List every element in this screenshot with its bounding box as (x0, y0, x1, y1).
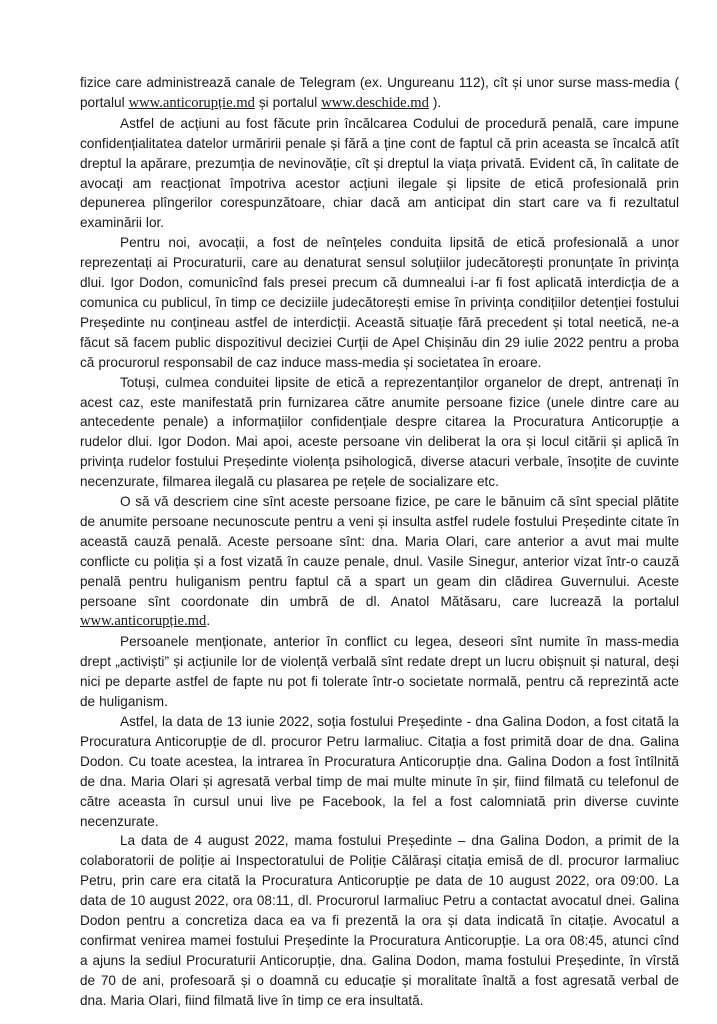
paragraph-3: Pentru noi, avocații, a fost de neînțeles conduita lipsită de etică profesională a unor reprezentați ai Procuraturii, care au denaturat sensul soluțiilor judecătorești pronunțate în privința dlui. Igor Dodon, comunicînd fals presei precum că dumnealui i-ar fi fost aplicată interdicția de a comunica cu publicul, în timp ce deciziile judecătorești emise în privința condițiilor detenției fostului Președinte nu conțineau astfel de interdicții. Această situație fără precedent și total neetică, ne-a făcut să facem public dispozitivul deciziei Curții de Apel Chișinău din 29 iulie 2022 pentru a proba că procurorul responsabil de caz induce mass-media și societatea în eroare. (80, 235, 679, 370)
paragraph-8: La data de 4 august 2022, mama fostului Președinte – dna Galina Dodon, a primit de la colaboratorii de poliție ai Inspectoratului de Poliție Călărași citația emisă de dl. procuror Iarmaliuc Petru, prin care era citată la Procuratura Anticorupție pe data de 10 august 2022, ora 09:00. La data de 10 august 2022, ora 08:11, dl. Procurorul Iarmaliuc Petru a contactat avocatul dnei. Galina Dodon pentru a concretiza daca ea va fi prezentă la ora și data indicată în citație. Avocatul a confirmat venirea mamei fostului Președinte la Procuratura Anticorupție. La ora 08:45, atunci cînd a ajuns la sediul Procuraturii Anticorupție, dna. Galina Dodon, mama fostului Președinte, în vîrstă de 70 de ani, profesoară și o doamnă cu educație și moralitate înaltă a fost agresată verbal de dna. Maria Olari, fiind filmată live în timp ce era insultată. (80, 833, 679, 1008)
paragraph-1 (80, 73, 679, 114)
paragraph-6: Persoanele menționate, anterior în conflict cu legea, deseori sînt numite în mass-media drept „activiști” și acțiunile lor de violență verbală sînt redate drept un lucru obișnuit și natural, deși nici pe departe astfel de fapte nu pot fi tolerate într-o societate normală, pentru că reprezintă acte de huliganism. (80, 634, 679, 710)
anticoruptie-link-2[interactable]: www.anticorupție.md (80, 613, 207, 630)
paragraph-5-text-a: O să vă descriem cine sînt aceste persoane fizice, pe care le bănuim că sînt special plătite de anumite persoane necunoscute pentru a veni și insulta astfel rudele fostului Președinte citate în această cauză penală. Aceste persoane sînt: dna. Maria Olari, care anterior a avut mai multe conflicte cu poliția și a fost vizată în cauze penale, dnul. Vasile Sinegur, anterior vizat într-o cauză penală pentru huliganism pentru faptul că a spart un geam din clădirea Guvernului. Aceste persoane sînt coordonate din umbră de dl. Anatol Mătăsaru, care lucrează la portalul (80, 494, 679, 609)
paragraph-5-text-b: . (206, 613, 211, 629)
paragraph-1-text-c: ). (428, 94, 442, 110)
paragraph-5 (80, 492, 679, 632)
anticoruptie-link[interactable]: www.anticorupție.md (128, 94, 255, 111)
paragraph-1-text-a: fizice care administrează canale de Telegram (ex. Ungureanu 112), cît și unor surse mass-media ( portalul (80, 75, 679, 110)
deschide-link[interactable]: www.deschide.md (321, 94, 429, 111)
paragraph-7: Astfel, la data de 13 iunie 2022, soția fostului Președinte - dna Galina Dodon, a fost citată la Procuratura Anticorupție de dl. procuror Petru Iarmaliuc. Citația a fost primită doar de dna. Galina Dodon. Cu toate acestea, la intrarea în Procuratura Anticorupție dna. Galina Dodon a fost întîlnită de dna. Maria Olari și agresată verbal timp de mai multe minute în șir, fiind filmată cu telefonul de către aceasta în cursul unui live pe Facebook, la fel a fost calomniată prin diverse cuvinte necenzurate. (80, 714, 679, 829)
paragraph-2: Astfel de acțiuni au fost făcute prin încălcarea Codului de procedură penală, care impune confidențialitatea datelor urmăririi penale și fără a ține cont de faptul că prin aceasta se încalcă atît dreptul la apărare, prezumția de nevinovăție, cît și dreptul la viața privată. Evident că, în calitate de avocați am reacționat împotriva acestor acțiuni ilegale și lipsite de etică profesională prin depunerea plîngerilor corespunzătoare, chiar dacă am anticipat din start care va fi rezultatul examinării lor. (80, 115, 679, 231)
paragraph-4: Totuși, culmea conduitei lipsite de etică a reprezentanților organelor de drept, antrenați în acest caz, este manifestată prin furnizarea către anumite persoane fizice (unele dintre care au antecedente penale) a informațiilor confidențiale despre citarea la Procuratura Anticorupție a rudelor dlui. Igor Dodon. Mai apoi, aceste persoane vin deliberat la ora și locul citării și aplică în privința rudelor fostului Președinte violența psihologică, diverse atacuri verbale, însoțite de cuvinte necenzurate, filmarea ilegală cu plasarea pe rețele de socializare etc. (80, 374, 679, 490)
paragraph-1-text-b: și portalul (254, 94, 322, 110)
document-page (80, 73, 679, 1011)
